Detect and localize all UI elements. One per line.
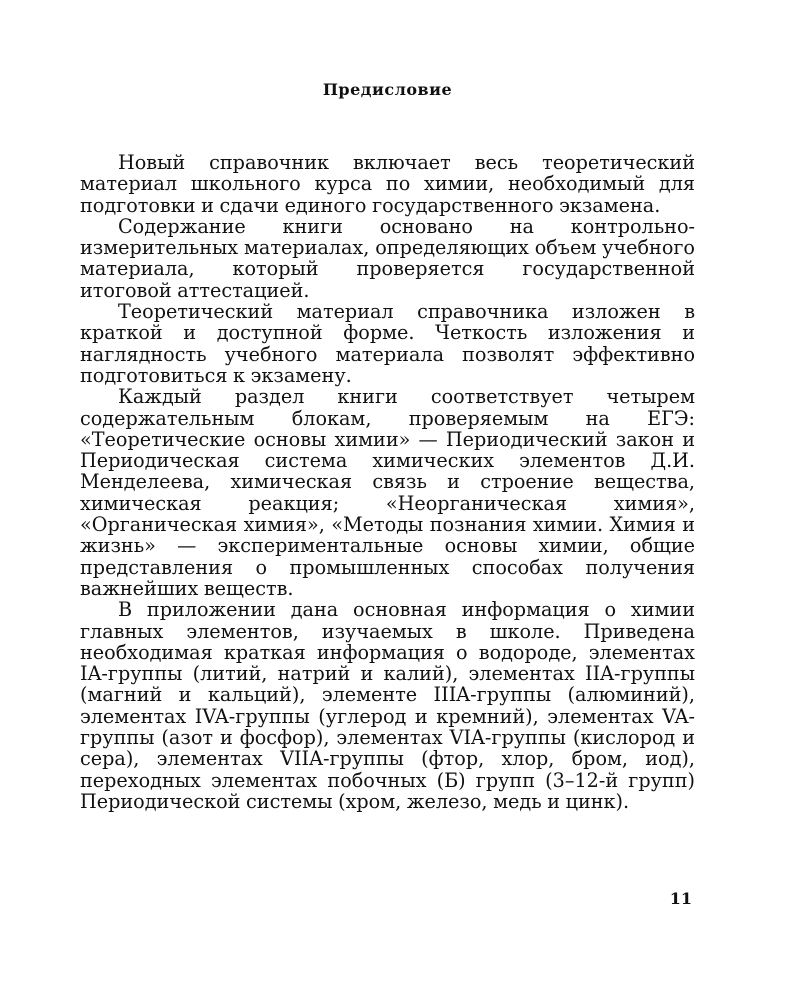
paragraph-4: Каждый раздел книги соответствует четырем содержательным блокам, проверяемым на ЕГЭ: «Теоретические основы химии» — Периодический закон и Периодическая система химических элементов Д.И. Менделеева, химическая связь и строение вещества, химическая реакция; «Неорганическая химия», «Органическая химия», «Методы познания химии. Химия и жизнь» — экспериментальные основы химии, общие представления о промышленных способах получения важнейших веществ.: [80, 385, 695, 600]
page-number: 11: [669, 889, 692, 908]
paragraph-3: Теоретический материал справочника изложен в краткой и доступной форме. Четкость изложения и наглядность учебного материала позволят эффективно подготовиться к экзамену.: [80, 300, 695, 387]
paragraph-2: Содержание книги основано на контрольно-измерительных материалах, определяющих объем учебного материала, который проверяется государственной итоговой аттестацией.: [80, 214, 695, 302]
page-title: Предисловие: [322, 80, 453, 99]
paragraph-5: В приложении дана основная информация о химии главных элементов, изучаемых в школе. Приведена необходимая краткая информация о водороде, элементах IA-группы (литий, натрий и калий), элементах IIA-группы (магний и кальций), элементе IIIA-группы (алюминий), элементах IVA-группы (углерод и кремний), элементах VA-группы (азот и фосфор), элементах VIA-группы (кислород и сера), элементах VIIA-группы (фтор, хлор, бром, иод), переходных элементах побочных (Б) групп (3–12-й групп) Периодической системы (хром, железо, медь и цинк).: [80, 598, 695, 813]
paragraph-1: Новый справочник включает весь теоретический материал школьного курса по химии, необходимый для подготовки и сдачи единого государственного экзамена.: [80, 151, 695, 217]
body-text: [80, 152, 695, 812]
